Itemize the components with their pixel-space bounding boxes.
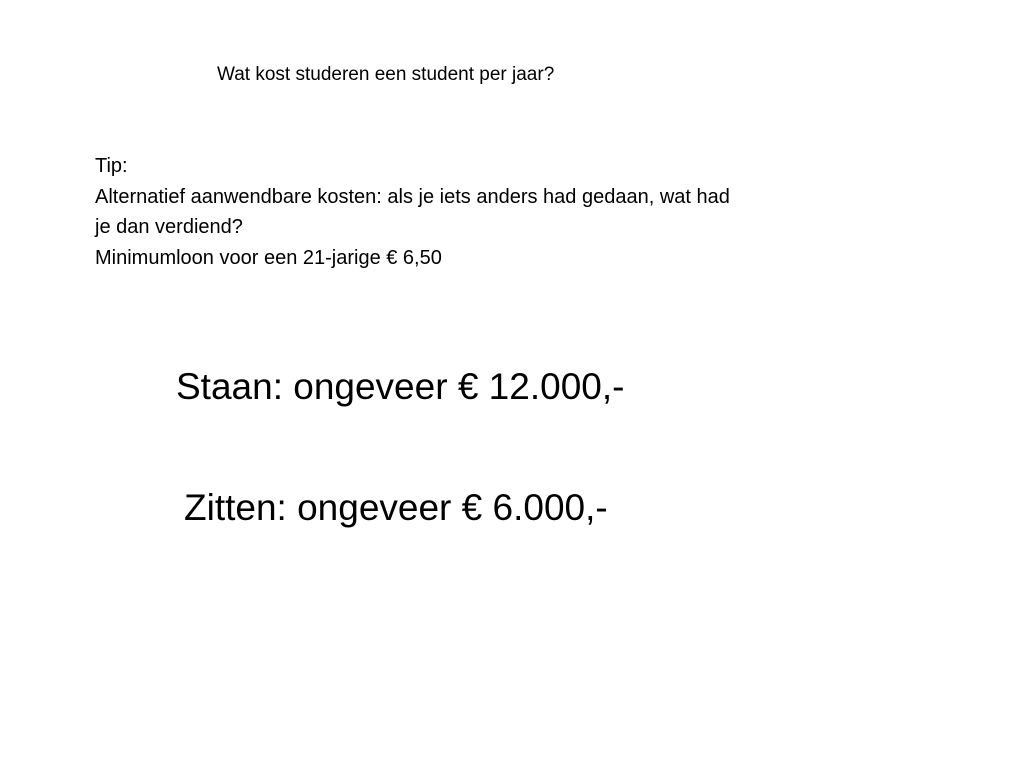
tip-line-opportunity-cost: Alternatief aanwendbare kosten: als je iets anders had gedaan, wat had — [95, 185, 730, 208]
tip-line-minimum-wage: Minimumloon voor een 21-jarige € 6,50 — [95, 246, 442, 269]
answer-staan: Staan: ongeveer € 12.000,- — [176, 366, 625, 407]
answer-zitten: Zitten: ongeveer € 6.000,- — [184, 487, 608, 528]
slide-title: Wat kost studeren een student per jaar? — [217, 64, 555, 85]
tip-block — [95, 151, 855, 273]
tip-heading: Tip: — [95, 155, 128, 177]
tip-line-earnings-question: je dan verdiend? — [95, 216, 243, 238]
